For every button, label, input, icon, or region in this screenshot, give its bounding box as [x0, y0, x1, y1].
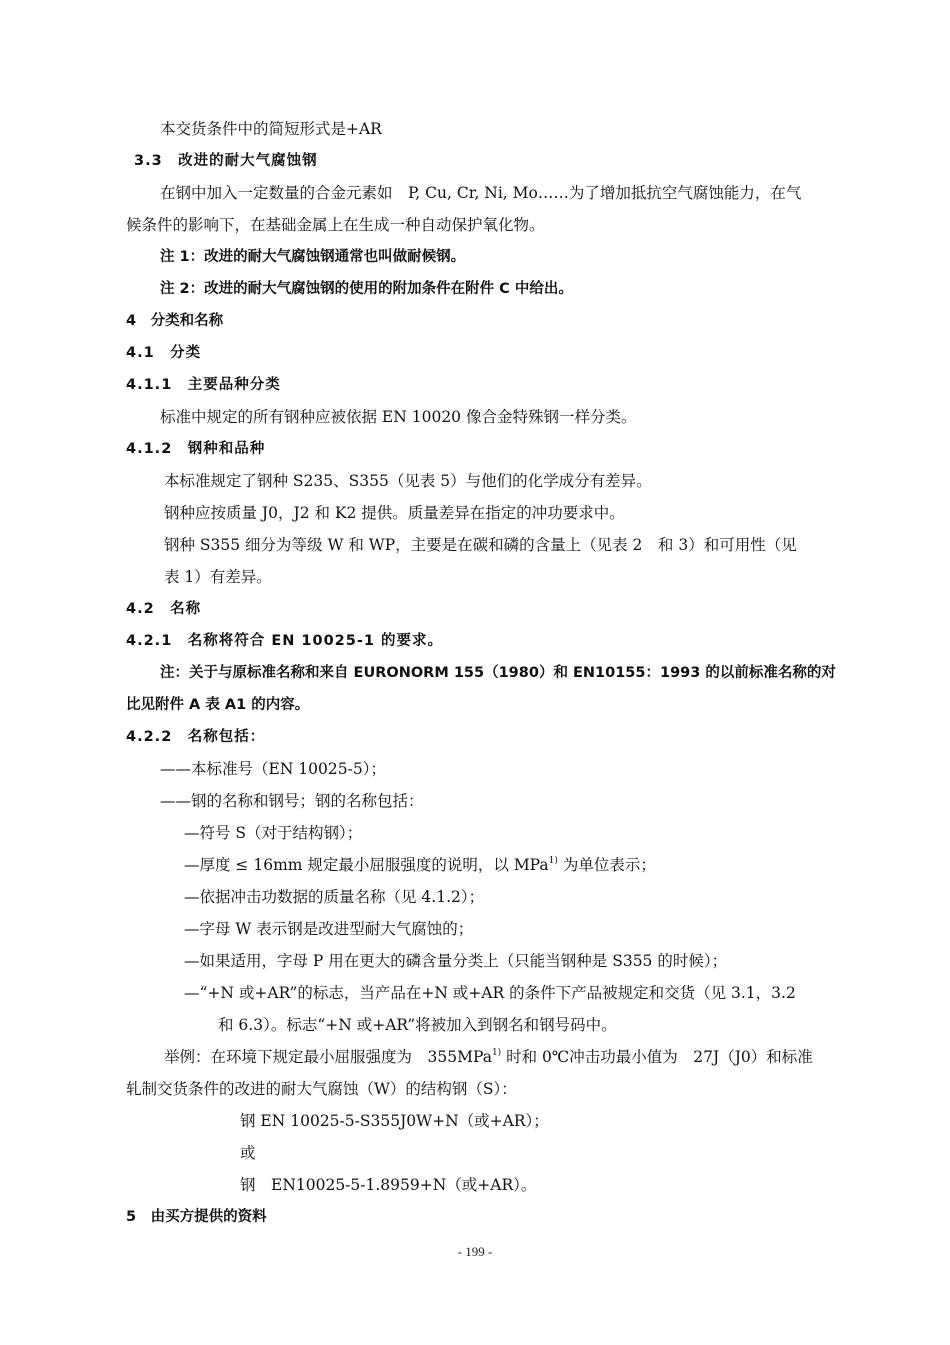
footnote-marker: 1) — [548, 856, 558, 866]
example-text: 举例：在环境下规定最小屈服强度为 355MPa — [164, 1048, 492, 1066]
section-heading: 4.2 名称 — [126, 601, 202, 617]
list-item: —依据冲击功数据的质量名称（见 4.1.2）； — [184, 888, 485, 906]
section-heading: 4.1 分类 — [126, 345, 202, 361]
paragraph-line: 钢种应按质量 J0，J2 和 K2 提供。质量差异在指定的冲功要求中。 — [164, 504, 625, 522]
note-line: 注 1：改进的耐大气腐蚀钢通常也叫做耐候钢。 — [160, 249, 466, 265]
section-heading: 4.1.1 主要品种分类 — [126, 377, 281, 393]
note-line: 比见附件 A 表 A1 的内容。 — [126, 697, 310, 713]
list-item: 和 6.3）。标志“+N 或+AR”将被加入到钢名和钢号码中。 — [218, 1016, 617, 1034]
paragraph-line: 候条件的影响下，在基础金属上在生成一种自动保护氧化物。 — [126, 216, 545, 234]
list-item — [184, 855, 656, 875]
note-line: 注 2：改进的耐大气腐蚀钢的使用的附加条件在附件 C 中给出。 — [160, 281, 573, 297]
paragraph-line: 标准中规定的所有钢种应被依据 EN 10020 像合金特殊钢一样分类。 — [160, 408, 637, 426]
example-designation: 钢 EN 10025-5-S355J0W+N（或+AR）； — [240, 1112, 549, 1130]
paragraph-line: 本标准规定了钢种 S235、S355（见表 5）与他们的化学成分有差异。 — [164, 472, 652, 490]
paragraph-line: 表 1）有差异。 — [164, 568, 272, 586]
section-heading: 4.2.2 名称包括： — [126, 729, 266, 745]
list-item: —如果适用，字母 P 用在更大的磷含量分类上（只能当钢种是 S355 的时候）； — [184, 952, 728, 970]
note-line: 注：关于与原标准名称和来自 EURONORM 155（1980）和 EN10155：1993 的以前标准名称的对 — [160, 665, 836, 681]
example-line: 轧制交货条件的改进的耐大气腐蚀（W）的结构钢（S）： — [126, 1080, 517, 1098]
list-item-text: —厚度 ≤ 16mm 规定最小屈服强度的说明，以 MPa — [184, 856, 549, 874]
example-text: 时和 0℃冲击功最小值为 27J（J0）和标准 — [506, 1048, 813, 1066]
section-heading: 4.2.1 名称将符合 EN 10025-1 的要求。 — [126, 633, 444, 649]
section-heading: 5 由买方提供的资料 — [126, 1209, 267, 1225]
paragraph-line: 本交货条件中的简短形式是+AR — [160, 120, 382, 138]
paragraph-line: 钢种 S355 细分为等级 W 和 WP，主要是在碳和磷的含量上（见表 2 和 3）和可用性（见 — [164, 536, 797, 554]
list-item: ——本标准号（EN 10025-5）； — [160, 760, 386, 778]
section-heading: 4 分类和名称 — [126, 313, 224, 329]
paragraph-line: 在钢中加入一定数量的合金元素如 P, Cu, Cr, Ni, Mo……为了增加抵抗空气腐蚀能力，在气 — [160, 184, 802, 202]
list-item-text: 为单位表示； — [562, 856, 656, 874]
example-designation: 钢 EN10025-5-1.8959+N（或+AR）。 — [240, 1176, 537, 1194]
section-heading: 3.3 改进的耐大气腐蚀钢 — [134, 153, 318, 169]
list-item: —字母 W 表示钢是改进型耐大气腐蚀的； — [184, 920, 474, 938]
example-line — [164, 1047, 813, 1067]
list-item: ——钢的名称和钢号；钢的名称包括： — [160, 792, 424, 810]
page-number: - 199 - — [457, 1244, 493, 1259]
example-designation: 或 — [240, 1144, 256, 1162]
list-item: —“+N 或+AR”的标志，当产品在+N 或+AR 的条件下产品被规定和交货（见 3.1，3.2 — [184, 984, 796, 1002]
section-heading: 4.1.2 钢种和品种 — [126, 441, 266, 457]
list-item: —符号 S（对于结构钢）； — [184, 824, 363, 842]
footnote-marker: 1) — [491, 1048, 502, 1058]
